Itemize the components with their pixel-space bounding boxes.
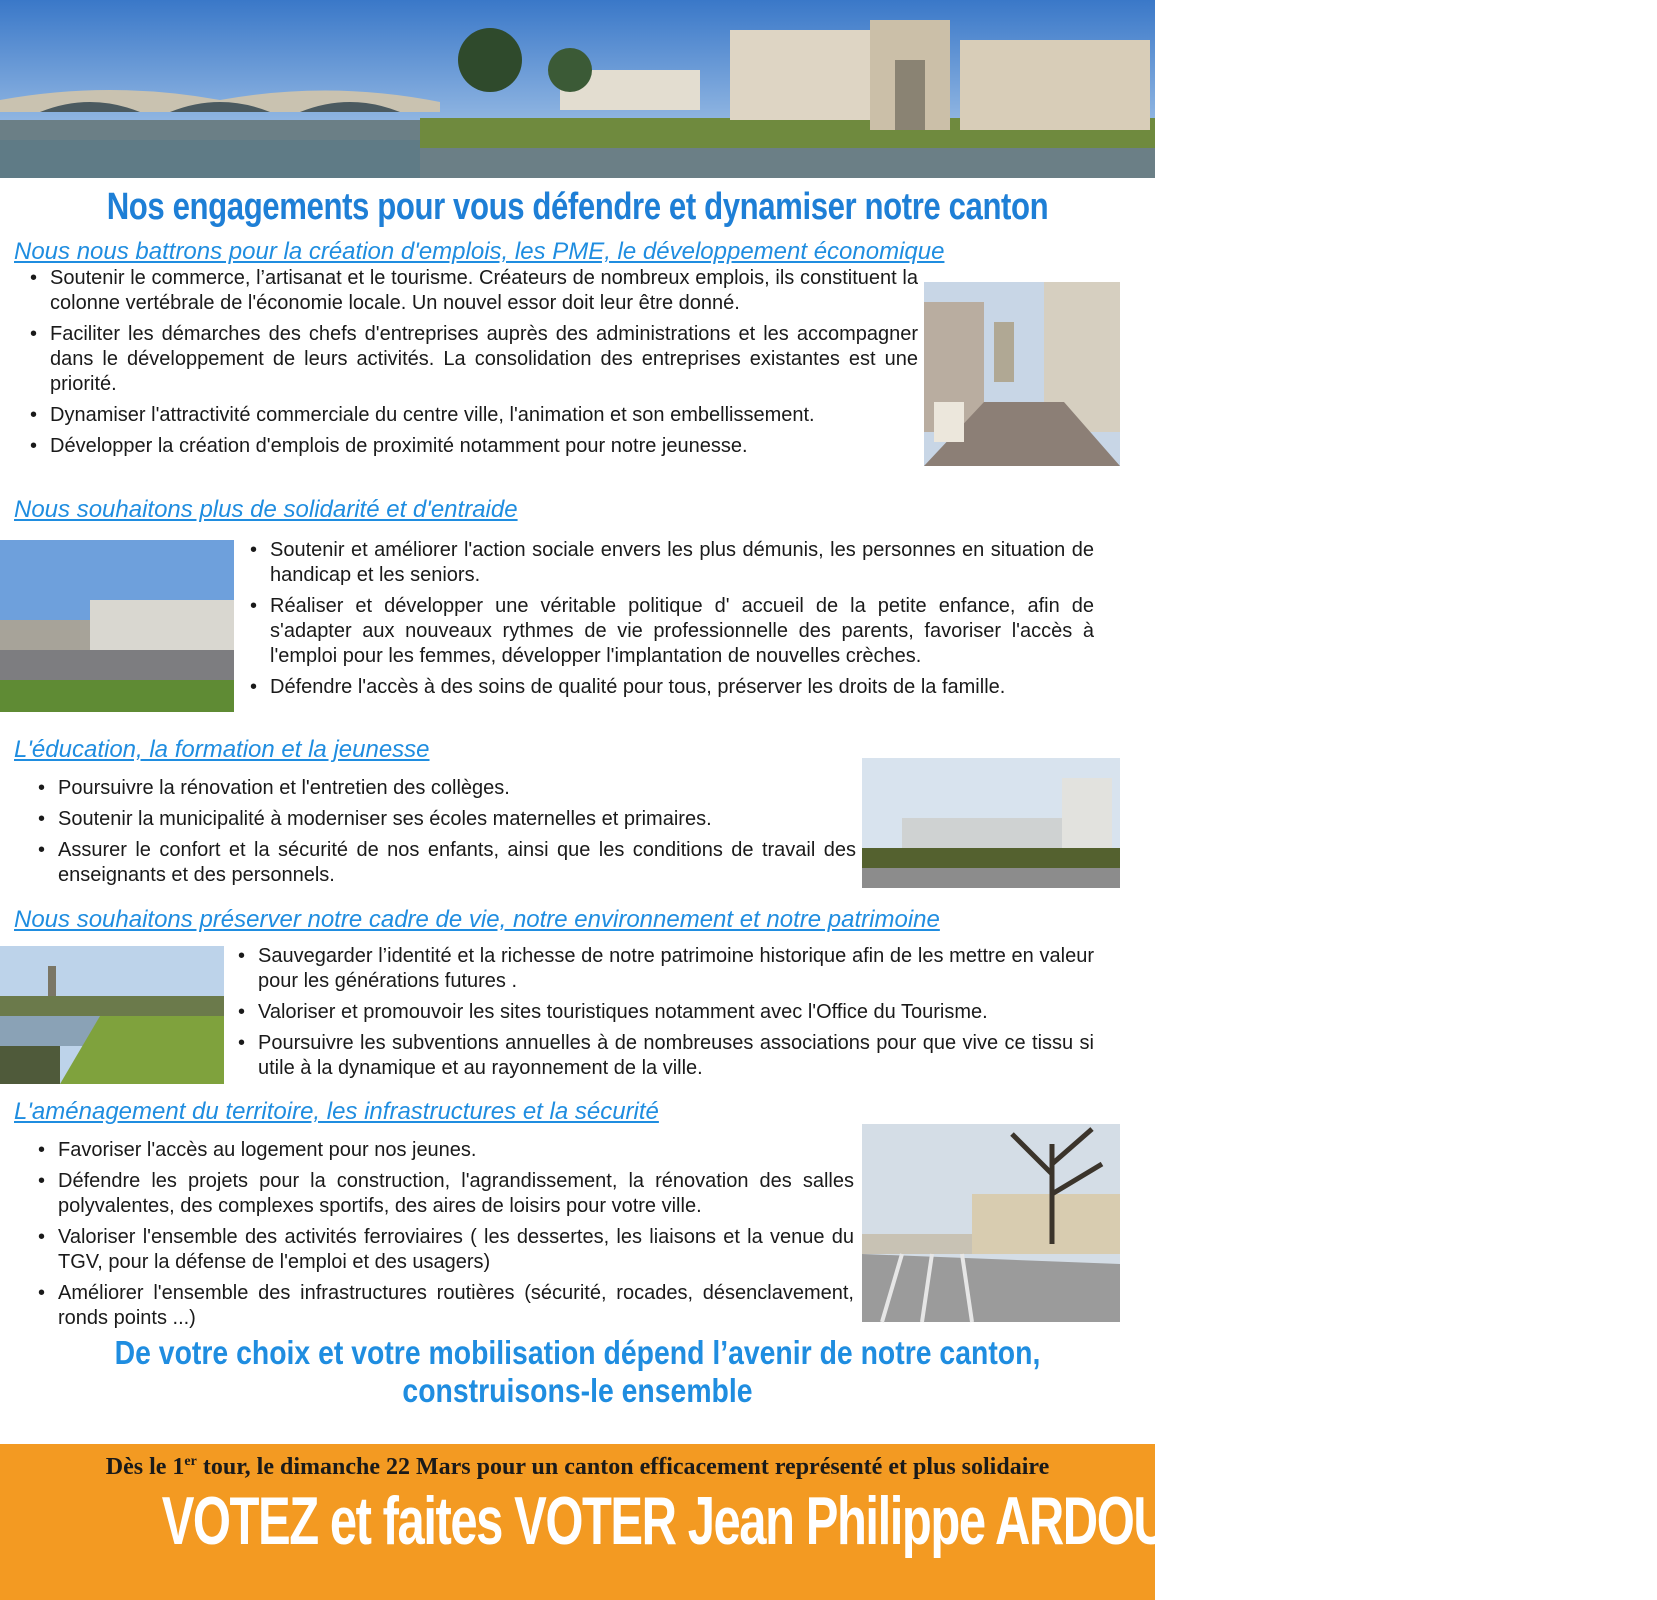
list-item: • Soutenir le commerce, l’artisanat et le tourisme. Créateurs de nombreux emplois, ils constituent la colonne vertébrale de l'économie locale. Un nouvel essor doit leur être donné.	[28, 266, 918, 316]
banner-date-line	[0, 1454, 1155, 1481]
closing-line-2: construisons-le ensemble	[402, 1372, 753, 1409]
education-list	[36, 776, 856, 894]
closing-statement	[0, 1334, 1155, 1410]
environment-list	[236, 944, 1094, 1087]
list-item: • Améliorer l'ensemble des infrastructures routières (sécurité, rocades, désenclavement, ronds points ...)	[36, 1281, 854, 1331]
list-item: • Valoriser l'ensemble des activités ferroviaires ( les dessertes, les liaisons et la venue du TGV, pour la défense de l'emploi et des usagers)	[36, 1225, 854, 1275]
list-item: • Faciliter les démarches des chefs d'entreprises auprès des administrations et les accompagner dans le développement de leurs activités. La consolidation des entreprises existantes est une priorité.	[28, 322, 918, 397]
list-item: • Favoriser l'accès au logement pour nos jeunes.	[36, 1138, 854, 1163]
list-item: • Soutenir et améliorer l'action sociale envers les plus démunis, les personnes en situation de handicap et les seniors.	[248, 538, 1094, 588]
solidarity-list	[248, 538, 1094, 706]
banner-line1-prefix: Dès le 1	[105, 1454, 185, 1480]
list-item: • Défendre l'accès à des soins de qualité pour tous, préserver les droits de la famille.	[248, 675, 1094, 700]
header-photo	[0, 0, 1155, 178]
banner-line1-suffix: tour, le dimanche 22 Mars pour un canton efficacement représenté et plus solidaire	[196, 1454, 1050, 1480]
list-item: • Développer la création d'emplois de proximité notamment pour notre jeunesse.	[28, 434, 918, 459]
list-item: • Dynamiser l'attractivité commerciale du centre ville, l'animation et son embellissement.	[28, 403, 918, 428]
list-item: • Réaliser et développer une véritable politique d' accueil de la petite enfance, afin de s'adapter aux nouveaux rythmes de vie professionnelle des parents, favoriser l'accès à l'emploi pour les femmes, développer l'implantation de nouvelles crèches.	[248, 594, 1094, 669]
park-photo	[0, 946, 224, 1084]
list-item: • Assurer le confort et la sécurité de nos enfants, ainsi que les conditions de travail des enseignants et des personnels.	[36, 838, 856, 888]
section-title-education: L'éducation, la formation et la jeunesse	[14, 736, 430, 763]
infrastructure-list	[36, 1138, 854, 1337]
closing-line-1: De votre choix et votre mobilisation dépend l’avenir de notre canton,	[114, 1334, 1041, 1371]
section-title-solidarity: Nous souhaitons plus de solidarité et d'entraide	[14, 496, 518, 523]
street-photo	[924, 282, 1120, 466]
list-item: • Soutenir la municipalité à moderniser ses écoles maternelles et primaires.	[36, 807, 856, 832]
main-title: Nos engagements pour vous défendre et dynamiser notre canton	[106, 186, 1049, 228]
station-photo	[862, 1124, 1120, 1322]
economy-list	[28, 266, 918, 465]
school-photo	[862, 758, 1120, 888]
list-item: • Poursuivre la rénovation et l'entretien des collèges.	[36, 776, 856, 801]
list-item: • Sauvegarder l’identité et la richesse de notre patrimoine historique afin de les mettre en valeur pour les générations futures .	[236, 944, 1094, 994]
section-title-economy: Nous nous battrons pour la création d'emplois, les PME, le développement économique	[14, 238, 945, 265]
list-item: • Défendre les projets pour la construction, l'agrandissement, la rénovation des salles polyvalentes, des complexes sportifs, des aires de loisirs pour votre ville.	[36, 1169, 854, 1219]
section-title-infrastructure: L'aménagement du territoire, les infrastructures et la sécurité	[14, 1098, 659, 1125]
list-item: • Valoriser et promouvoir les sites touristiques notamment avec l'Office du Tourisme.	[236, 1000, 1094, 1025]
vote-banner	[0, 1444, 1657, 1600]
list-item: • Poursuivre les subventions annuelles à de nombreuses associations pour que vive ce tissu si utile à la dynamique et au rayonnement de la ville.	[236, 1031, 1094, 1081]
building-photo	[0, 540, 234, 712]
section-title-environment: Nous souhaitons préserver notre cadre de vie, notre environnement et notre patrimoine	[14, 906, 940, 933]
banner-vote-line: VOTEZ et faites VOTER Jean Philippe ARDOUIN et Lucie HARVOIRE	[161, 1483, 1657, 1559]
banner-line1-sup: er	[184, 1454, 197, 1469]
